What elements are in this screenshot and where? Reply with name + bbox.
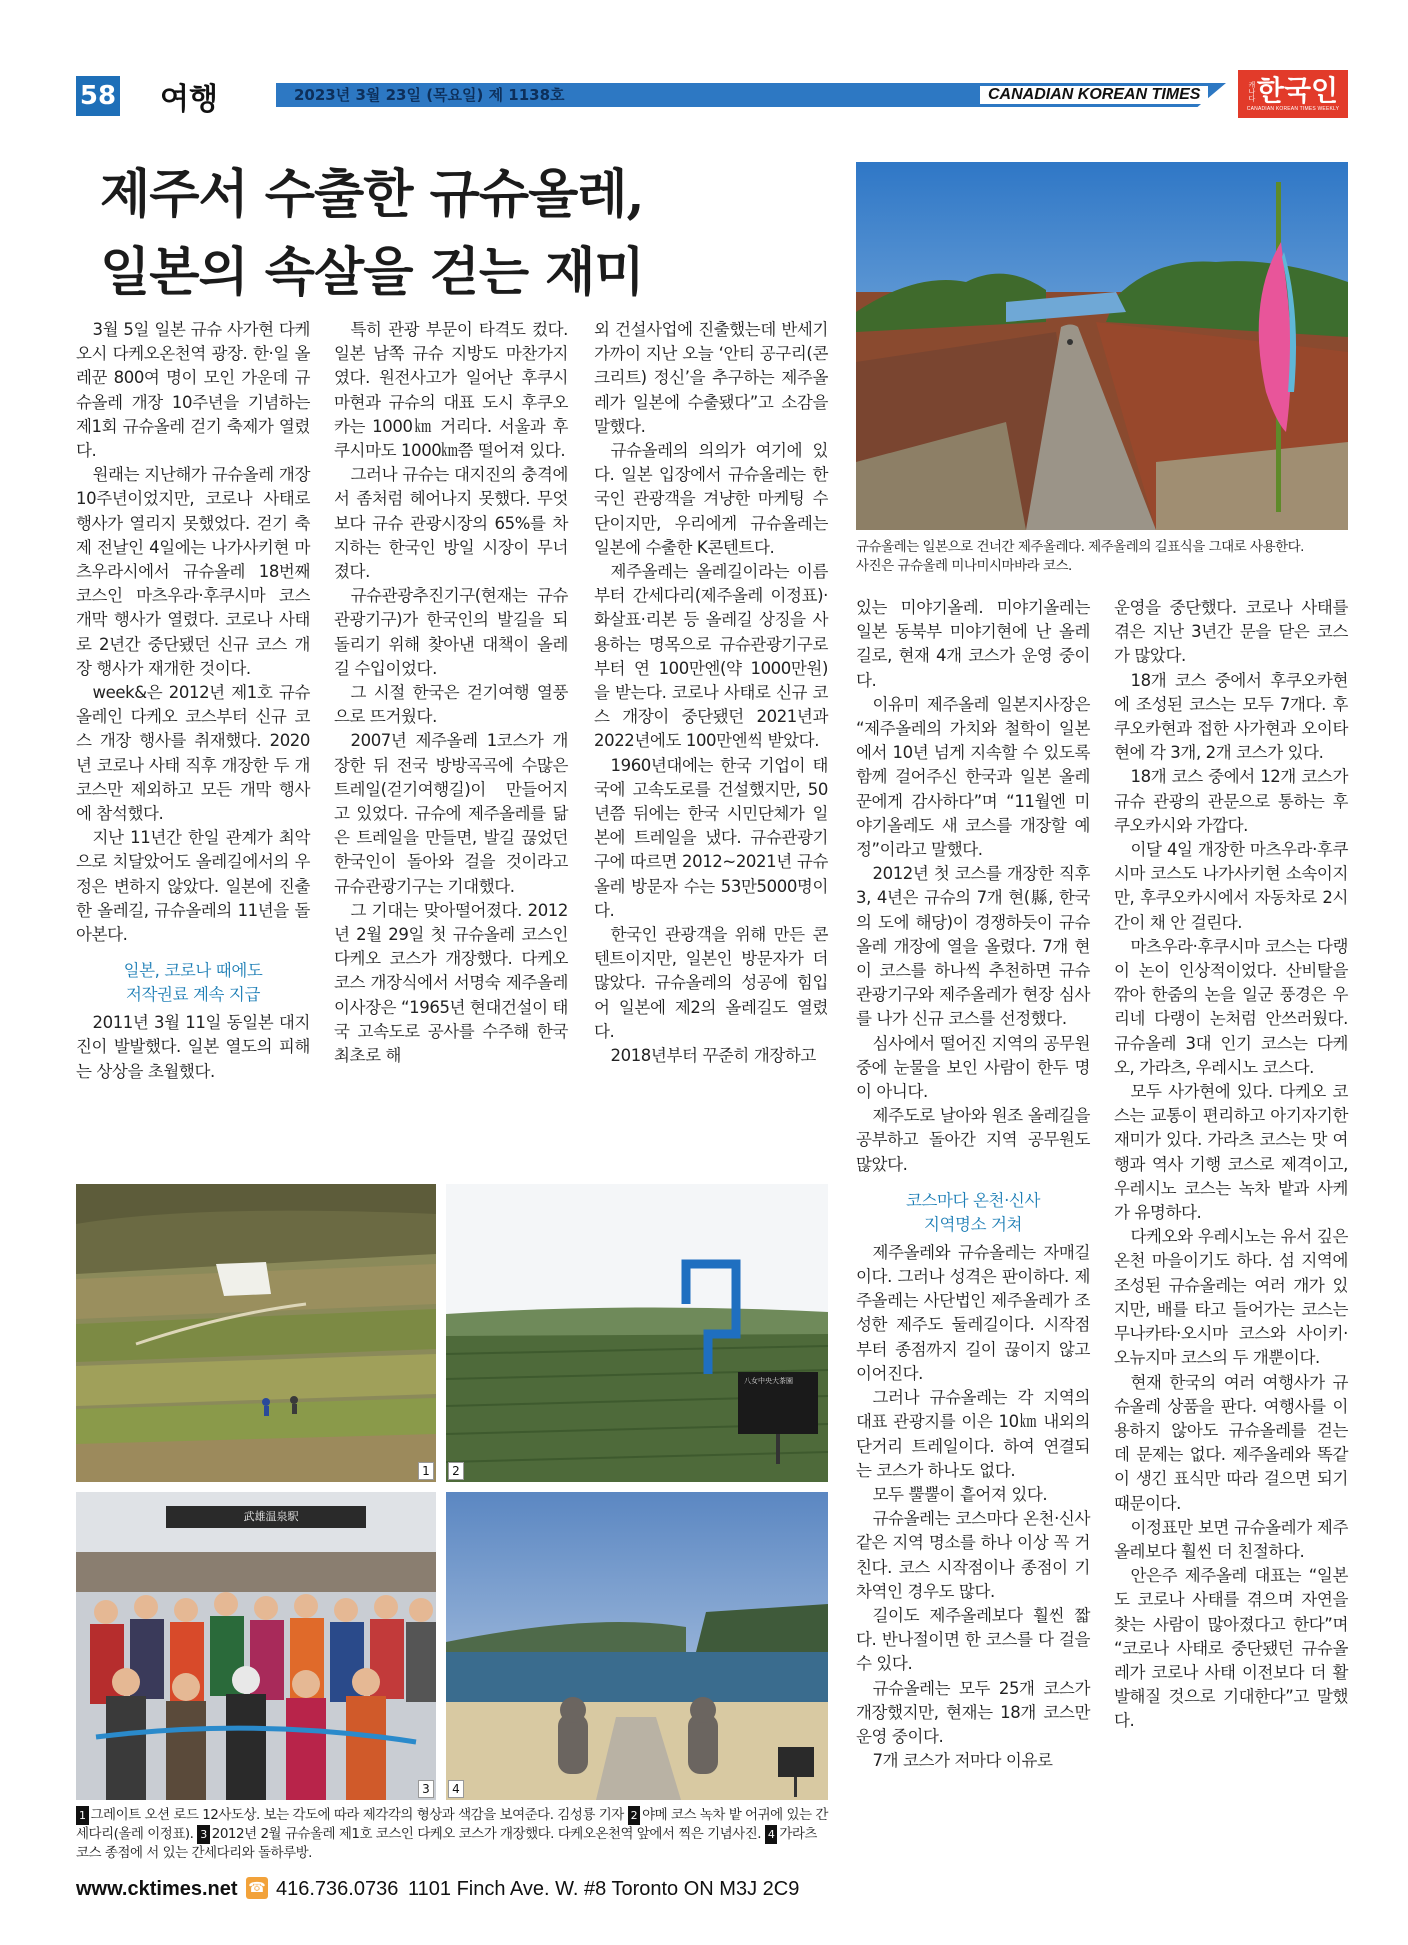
photo-3-number: 3 (418, 1780, 434, 1798)
top-photo-caption-line2: 사진은 규슈올레 미나미시마바라 코스. (856, 558, 1072, 574)
article-column-1 (76, 318, 310, 1084)
caption-text-2: 야메 코스 녹차 밭 어귀에 있는 간세다리(올레 이정표). (76, 1807, 828, 1842)
paragraph: 이정표만 보면 규슈올레가 제주올레보다 훨씬 더 친절하다. (1114, 1517, 1348, 1561)
paragraph: 특히 관광 부문이 타격도 컸다. 일본 남쪽 규슈 지방도 마찬가지였다. 원전사고가 일어난 후쿠시마현과 규슈의 대표 도시 후쿠오카는 1000㎞ 거리다. 서울과 후쿠시마도 1000㎞쯤 떨어져 있다. (334, 320, 568, 461)
footer-address: 1101 Finch Ave. W. #8 Toronto ON M3J 2C9 (408, 1878, 800, 1900)
paragraph: 2018년부터 꾸준히 개장하고 (610, 1046, 816, 1066)
paragraph: 그 기대는 맞아떨어졌다. 2012년 2월 29일 첫 규슈올레 코스인 다케오 코스가 개장했다. 다케오 코스 개장식에서 서명숙 제주올레 이사장은 “1965년 현대건설이 태국 고속도로 공사를 수주해 한국 최초로 해 (334, 900, 569, 1066)
subheading-1 (76, 959, 310, 1007)
caption-number-4: 4 (765, 1825, 778, 1844)
subheading-2 (856, 1189, 1090, 1237)
paragraph: 마츠우라·후쿠시마 코스는 다랭이 논이 인상적이었다. 산비탈을 깎아 한줌의 논을 일군 풍경은 우리네 다랭이 논처럼 안쓰러웠다. 규슈올레 3대 인기 코스는 다케오, 가라츠, 우레시노 코스다. (1114, 936, 1348, 1077)
paragraph: 한국인 관광객을 위해 만든 콘텐트이지만, 일본인 방문자가 더 많았다. 규슈올레의 성공에 힘입어 일본에 제2의 올레길도 열렸다. (594, 925, 828, 1041)
top-photo-olle-trail (856, 162, 1348, 530)
paragraph: 제주올레와 규슈올레는 자매길이다. 그러나 성격은 판이하다. 제주올레는 사단법인 제주올레가 조성한 제주도 둘레길이다. 시작점부터 종점까지 길이 끊이지 않고 이어진다. (856, 1242, 1090, 1383)
paragraph: 그러나 규슈는 대지진의 충격에서 좀처럼 헤어나지 못했다. 무엇보다 규슈 관광시장의 65%를 차지하는 한국인 방일 시장이 무너졌다. (334, 465, 568, 582)
paragraph: 2012년 첫 코스를 개장한 직후 3, 4년은 규슈의 7개 현(縣, 한국의 도에 해당)이 경쟁하듯이 규슈올레 개장에 열을 올렸다. 7개 현이 코스를 하나씩 추천하면 규슈관광기구와 제주올레가 현장 심사를 나가 신규 코스를 선정했다. (856, 864, 1090, 1029)
caption-text-4: 가라츠 코스 종점에 서 있는 간세다리와 돌하루방. (76, 1826, 817, 1861)
section-name: 여행 (160, 82, 218, 117)
paragraph: 2007년 제주올레 1코스가 개장한 뒤 전국 방방곡곡에 수많은 트레일(걷기여행길)이 만들어지고 있었다. 규슈에 제주올레를 닮은 트레일을 만들면, 발길 끊었던 한국인이 돌아와 걸을 것이라고 규슈관광기구는 기대했다. (334, 731, 568, 896)
phone-icon: ☎ (246, 1877, 268, 1899)
paragraph: 현재 한국의 여러 여행사가 규슈올레 상품을 판다. 여행사를 이용하지 않아도 규슈올레를 걷는 데 문제는 없다. 제주올레와 똑같이 생긴 표식만 따라 걸으면 되기 때문이다. (1114, 1372, 1348, 1513)
logo-small-text: 캐나다 (1247, 80, 1256, 102)
article-column-4 (856, 596, 1090, 1773)
article-column-3 (594, 318, 828, 1068)
paragraph: 2011년 3월 11일 동일본 대지진이 발발했다. 일본 열도의 피해는 상상을 초월했다. (76, 1013, 310, 1081)
paragraph: 모두 사가현에 있다. 다케오 코스는 교통이 편리하고 아기자기한 재미가 있다. 가라츠 코스는 맛 여행과 역사 기행 코스로 제격이고, 우레시노 코스는 녹차 밭과 사케가 유명하다. (1114, 1082, 1348, 1223)
paragraph: 18개 코스 중에서 후쿠오카현에 조성된 코스는 모두 7개다. 후쿠오카현과 접한 사가현과 오이타현에 각 3개, 2개 코스가 있다. (1114, 670, 1348, 763)
logo-subtext: CANADIAN KOREAN TIMES WEEKLY (1246, 106, 1340, 112)
paragraph: 있는 미야기올레. 미야기올레는 일본 동북부 미야기현에 난 올레길로, 현재 4개 코스가 운영 중이다. (856, 598, 1090, 690)
paragraph: 이유미 제주올레 일본지사장은 “제주올레의 가치와 철학이 일본에서 10년 넘게 지속할 수 있도록 함께 걸어주신 한국과 일본 올레꾼에게 감사하다”며 “11월엔 미야기올레도 새 코스를 개장할 예정”이라고 말했다. (856, 694, 1090, 860)
paragraph: 제주올레는 올레길이라는 이름부터 간세다리(제주올레 이정표)·화살표·리본 등 올레길 상징을 사용하는 명목으로 규슈관광기구로부터 연 100만엔(약 1000만원)을 받는다. 코로나 사태로 신규 코스 개장이 중단됐던 2021년과 2022년에도 100만엔씩 받았다. (594, 562, 828, 751)
paragraph: 7개 코스가 저마다 이유로 (872, 1751, 1053, 1771)
subheading-1-line2: 저작권료 계속 지급 (125, 985, 260, 1005)
paragraph: 운영을 중단했다. 코로나 사태를 겪은 지난 3년간 문을 닫은 코스가 많았다. (1114, 598, 1348, 666)
top-photo-caption (856, 538, 1356, 576)
paragraph: 외 건설사업에 진출했는데 반세기 가까이 지난 오늘 ‘안티 공구리(콘크리트) 정신’을 추구하는 제주올레가 일본에 수출됐다”고 소감을 말했다. (594, 320, 828, 436)
article-title-line1: 제주서 수출한 규슈올레, (100, 164, 644, 225)
photo-1-terraced-fields (76, 1184, 436, 1482)
caption-number-2: 2 (628, 1806, 641, 1825)
paragraph: 규슈관광추진기구(현재는 규슈관광기구)가 한국인의 발길을 되돌리기 위해 찾아낸 대책이 올레길 수입이었다. (334, 586, 568, 678)
caption-number-1: 1 (76, 1806, 89, 1825)
page-number: 58 (76, 76, 120, 116)
photo-4-number: 4 (448, 1780, 464, 1798)
photo-2-tea-field (446, 1184, 828, 1482)
paragraph: 길이도 제주올레보다 훨씬 짧다. 반나절이면 한 코스를 다 걸을 수 있다. (856, 1605, 1090, 1674)
paragraph: 지난 11년간 한일 관계가 최악으로 치달았어도 올레길에서의 우정은 변하지 않았다. 일본에 진출한 올레길, 규슈올레의 11년을 돌아본다. (76, 828, 310, 945)
caption-text-3: 2012년 2월 규슈올레 제1호 코스인 다케오 코스가 개장했다. 다케오온천역 앞에서 찍은 기념사진. (211, 1826, 765, 1842)
photo-3-station-sign: 武雄温泉駅 (243, 1510, 299, 1523)
paragraph: 1960년대에는 한국 기업이 태국에 고속도로를 건설했지만, 50년쯤 뒤에는 한국 시민단체가 일본에 트레일을 냈다. 규슈관광기구에 따르면 2012~2021년 규슈올레 방문자 수는 53만5000명이다. (594, 755, 828, 920)
paragraph: 심사에서 떨어진 지역의 공무원 중에 눈물을 보인 사람이 한두 명이 아니다. (856, 1033, 1090, 1102)
subheading-2-line2: 지역명소 거쳐 (923, 1214, 1023, 1234)
paragraph: 규슈올레는 모두 25개 코스가 개장했지만, 현재는 18개 코스만 운영 중이다. (856, 1678, 1090, 1746)
photo-1-number: 1 (418, 1462, 434, 1480)
subheading-2-line1: 코스마다 온천·신사 (905, 1190, 1040, 1210)
paragraph: 규슈올레의 의의가 여기에 있다. 일본 입장에서 규슈올레는 한국인 관광객을 겨냥한 마케팅 수단이지만, 우리에게 규슈올레는 일본에 수출한 K콘텐트다. (594, 441, 828, 557)
issue-date: 2023년 3월 23일 (목요일) 제 1138호 (294, 86, 565, 104)
paragraph: 규슈올레는 코스마다 온천·신사 같은 지역 명소를 하나 이상 꼭 거친다. 코스 시작점이나 종점이 기차역인 경우도 많다. (856, 1509, 1090, 1601)
article-column-5 (1114, 596, 1348, 1734)
footer-phone-number: 416.736.0736 (276, 1878, 399, 1900)
paragraph: 다케오와 우레시노는 유서 깊은 온천 마을이기도 하다. 섬 지역에 조성된 규슈올레는 여러 개가 있지만, 배를 타고 들어가는 코스는 무나카타·오시마 코스와 사이키·오뉴지마 코스의 두 개뿐이다. (1114, 1227, 1348, 1368)
paragraph: 3월 5일 일본 규슈 사가현 다케오시 다케오온천역 광장. 한·일 올레꾼 800여 명이 모인 가운데 규슈올레 개장 10주년을 기념하는 제1회 규슈올레 걷기 축제가 열렸다. (76, 320, 310, 461)
paragraph: 그 시절 한국은 걷기여행 열풍으로 뜨거웠다. (334, 683, 568, 727)
article-column-2 (334, 318, 568, 1068)
newspaper-logo (1238, 70, 1348, 118)
subheading-1-line1: 일본, 코로나 때에도 (123, 961, 263, 981)
photo-2-sign-text: 八女中央大茶園 (744, 1377, 793, 1385)
photo-3-group-opening (76, 1492, 436, 1800)
caption-number-3: 3 (197, 1825, 210, 1844)
paragraph: 이달 4일 개장한 마츠우라·후쿠시마 코스도 나가사키현 소속이지만, 후쿠오카시에서 자동차로 2시간이 채 안 걸린다. (1114, 840, 1348, 932)
paragraph: 18개 코스 중에서 12개 코스가 규슈 관광의 관문으로 통하는 후쿠오카시와 가깝다. (1114, 767, 1348, 835)
logo-text: 한국인 (1256, 74, 1339, 107)
top-photo-caption-line1: 규슈올레는 일본으로 건너간 제주올레다. 제주올레의 길표식을 그대로 사용한다. (856, 539, 1304, 555)
article-title-line2: 일본의 속살을 걷는 재미 (100, 242, 644, 303)
paragraph: 제주도로 날아와 원조 올레길을 공부하고 돌아간 지역 공무원도 많았다. (856, 1106, 1090, 1174)
paragraph: 안은주 제주올레 대표는 “일본도 코로나 사태를 겪으며 자연을 찾는 사람이 많아졌다고 한다”며 “코로나 사태로 중단됐던 규슈올레가 코로나 사태 이전보다 더 활발해질 것으로 기대한다”고 말했다. (1114, 1566, 1348, 1731)
paragraph: 원래는 지난해가 규슈올레 개장 10주년이었지만, 코로나 사태로 행사가 열리지 못했었다. 걷기 축제 전날인 4일에는 나가사키현 마츠우라시에서 규슈올레 18번째 코스인 마츠우라·후쿠시마 코스 개막 행사가 열렸다. 코로나 사태로 2년간 중단됐던 신규 코스 개장 행사가 재개한 것이다. (76, 465, 310, 678)
paragraph: week&은 2012년 제1호 규슈올레인 다케오 코스부터 신규 코스 개장 행사를 취재했다. 2020년 코로나 사태 직후 개장한 두 개 코스만 제외하고 모든 개막 행사에 참석했다. (76, 683, 310, 824)
paragraph: 그러나 규슈올레는 각 지역의 대표 관광지를 이은 10㎞ 내외의 단거리 트레일이다. 하여 연결되는 코스가 하나도 없다. (856, 1388, 1090, 1480)
photo-4-seaside-dolhareubang (446, 1492, 828, 1800)
photos-caption (76, 1806, 828, 1863)
photo-2-number: 2 (448, 1462, 464, 1480)
masthead-english: CANADIAN KOREAN TIMES (980, 86, 1208, 104)
footer-website[interactable]: www.cktimes.net (76, 1878, 238, 1900)
caption-text-1: 그레이트 오션 로드 12사도상. 보는 각도에 따라 제각각의 형상과 색감을 보여준다. 김성룡 기자 (90, 1807, 628, 1823)
paragraph: 모두 뿔뿔이 흩어져 있다. (872, 1484, 1048, 1504)
